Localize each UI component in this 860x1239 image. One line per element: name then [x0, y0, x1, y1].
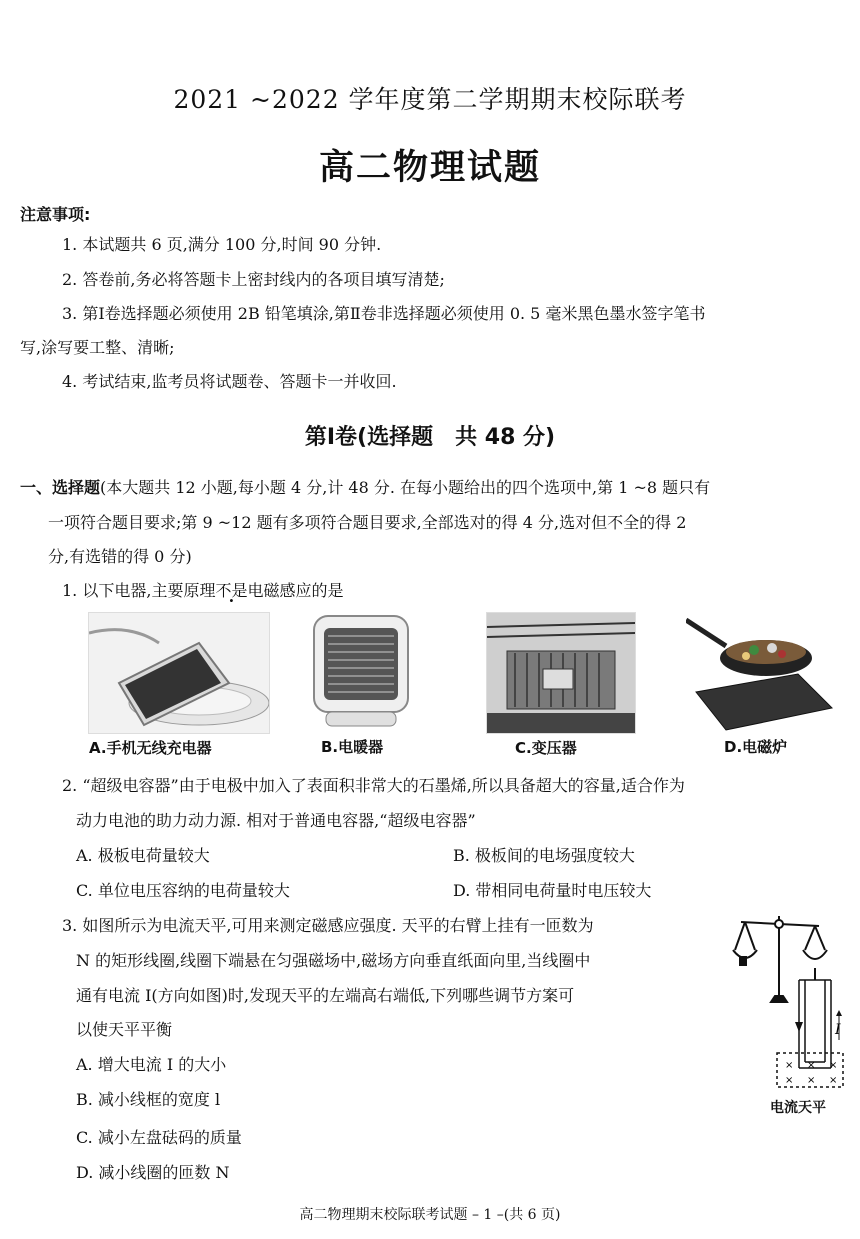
- question-1-image-strip: [88, 612, 836, 760]
- notice-item-4: 4. 考试结束,监考员将试题卷、答题卡一并收回.: [62, 372, 397, 391]
- figure-caption: 电流天平: [770, 1100, 826, 1116]
- q1-stem-after: 电磁感应的是: [247, 581, 344, 600]
- electric-heater-photo: [306, 612, 416, 756]
- field-mark: ×: [807, 1060, 816, 1071]
- part-description-line2: 一项符合题目要求;第 9 ~12 题有多项符合题目要求,全部选对的得 4 分,选对但不全的得 2: [48, 513, 687, 532]
- field-mark: ×: [785, 1060, 794, 1071]
- q2-option-b: B. 极板间的电场强度较大: [453, 846, 635, 865]
- section-title: 第Ⅰ卷(选择题 共 48 分): [304, 425, 556, 450]
- q1-caption-c: C.变压器: [515, 739, 577, 757]
- part-desc-1: (本大题共 12 小题,每小题 4 分,计 48 分. 在每小题给出的四个选项中,第 1 ~8 题只有: [100, 478, 711, 497]
- notice-item-2: 2. 答卷前,务必将答题卡上密封线内的各项目填写清楚;: [62, 270, 445, 289]
- q1-stem-before: 1. 以下电器,主要原理: [62, 581, 216, 600]
- field-mark: ×: [807, 1075, 816, 1086]
- field-mark: ×: [785, 1075, 794, 1086]
- question-3-line1: 3. 如图所示为电流天平,可用来测定磁感应强度. 天平的右臂上挂有一匝数为: [62, 916, 594, 935]
- q1-caption-a: A.手机无线充电器: [89, 739, 212, 757]
- notice-item-1: 1. 本试题共 6 页,满分 100 分,时间 90 分钟.: [62, 235, 382, 254]
- q1-stem-emphasis: 不是: [215, 581, 248, 600]
- q3-option-c: C. 减小左盘砝码的质量: [76, 1128, 242, 1147]
- transformer-photo: [486, 612, 636, 757]
- page-footer: 高二物理期末校际联考试题 – 1 –(共 6 页): [299, 1207, 561, 1223]
- notice-heading: 注意事项:: [20, 205, 91, 224]
- q3-option-d: D. 减小线圈的匝数 N: [76, 1163, 230, 1182]
- question-2-line2: 动力电池的助力动力源. 相对于普通电容器,“超级电容器”: [76, 811, 476, 830]
- q1-caption-b: B.电暖器: [321, 738, 384, 756]
- subject-title: 高二物理试题: [318, 148, 541, 188]
- exam-title: 2021 ~2022 学年度第二学期期末校际联考: [173, 85, 687, 114]
- current-balance-figure: [727, 910, 847, 1100]
- question-3-line4: 以使天平平衡: [76, 1020, 173, 1039]
- part-description-line1: [20, 477, 710, 499]
- wireless-charger-photo: [88, 612, 270, 757]
- q3-option-a: A. 增大电流 I 的大小: [76, 1055, 227, 1074]
- induction-cooker-photo: [686, 612, 834, 756]
- part-description-line3: 分,有选错的得 0 分): [48, 547, 192, 566]
- question-2-line1: 2. “超级电容器”由于电极中加入了表面积非常大的石墨烯,所以具备超大的容量,适合作为: [62, 776, 685, 795]
- field-mark: ×: [829, 1060, 838, 1071]
- q2-option-d: D. 带相同电荷量时电压较大: [453, 881, 652, 900]
- q1-caption-d: D.电磁炉: [724, 738, 788, 756]
- field-mark: ×: [829, 1075, 838, 1086]
- q2-option-c: C. 单位电压容纳的电荷量较大: [76, 881, 290, 900]
- question-3-line2: N 的矩形线圈,线圈下端悬在匀强磁场中,磁场方向垂直纸面向里,当线圈中: [76, 951, 591, 970]
- part-label: 一、选择题: [20, 478, 101, 497]
- q2-option-a: A. 极板电荷量较大: [76, 846, 210, 865]
- question-3-line3: 通有电流 I(方向如图)时,发现天平的左端高右端低,下列哪些调节方案可: [76, 986, 575, 1005]
- notice-item-3-line2: 写,涂写要工整、清晰;: [20, 338, 175, 357]
- q3-option-b: B. 减小线框的宽度 l: [76, 1090, 221, 1109]
- notice-item-3-line1: 3. 第Ⅰ卷选择题必须使用 2B 铅笔填涂,第Ⅱ卷非选择题必须使用 0. 5 毫米黑色墨水签字笔书: [62, 304, 706, 323]
- current-label: I: [835, 1022, 841, 1038]
- question-1-stem: [62, 580, 343, 602]
